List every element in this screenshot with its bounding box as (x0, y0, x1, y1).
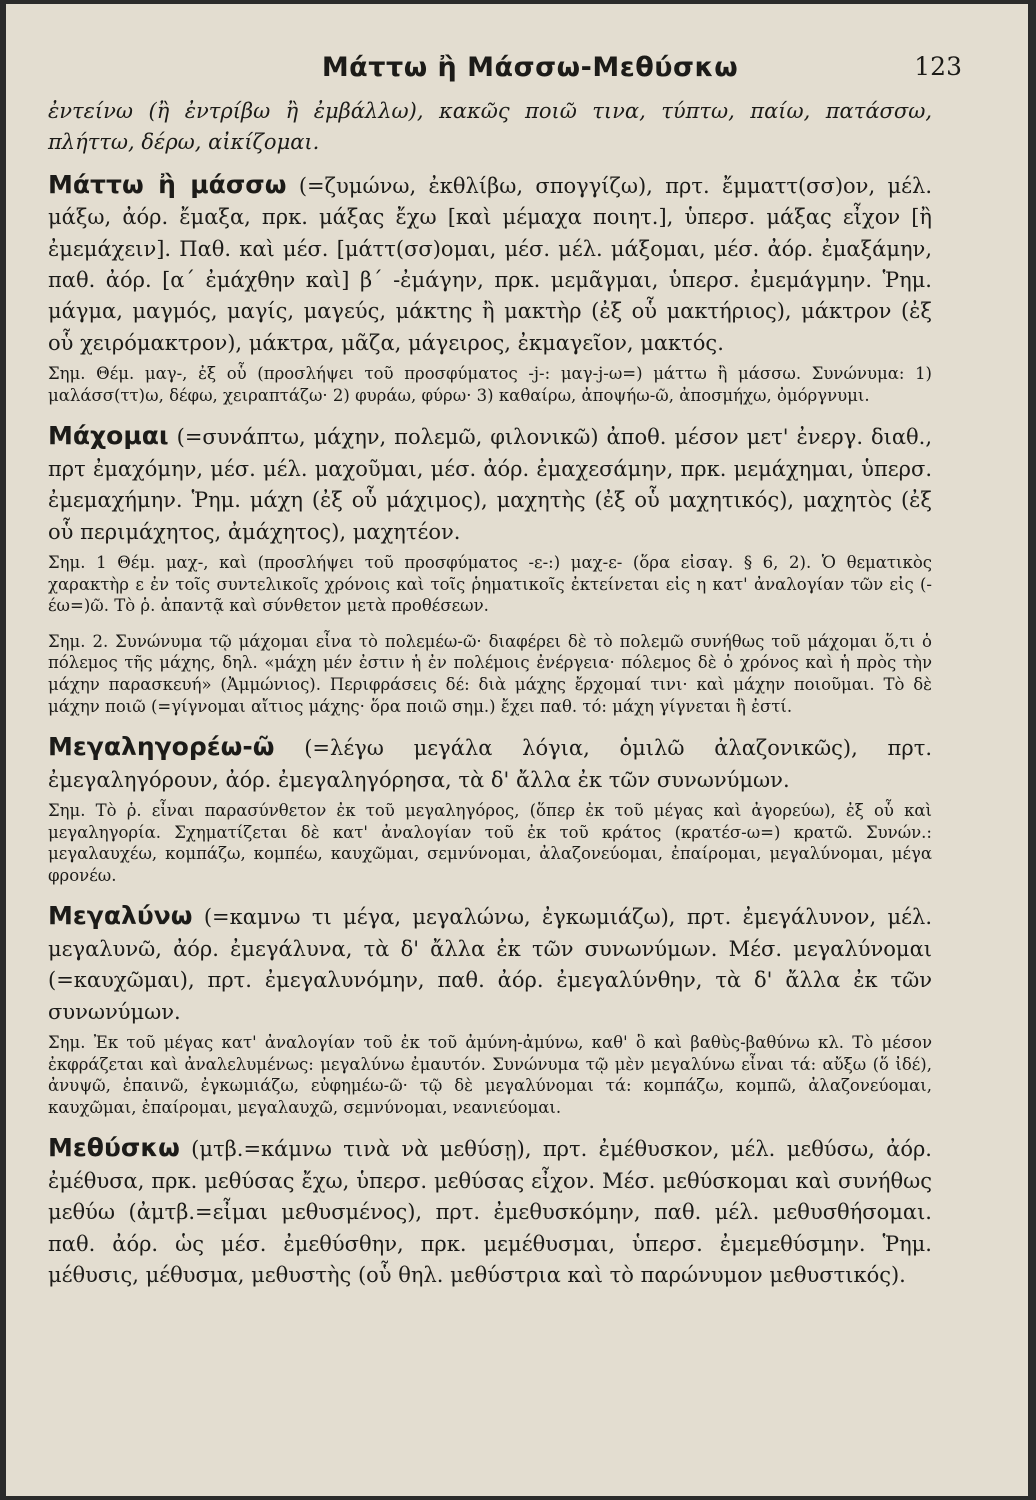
entry-body (48, 1132, 932, 1291)
entry-note: Σημ. Τὸ ῥ. εἶναι παρασύνθετον ἐκ τοῦ μεγαληγόρος, (ὅπερ ἐκ τοῦ μέγας καὶ ἀγορεύω), ἐξ οὗ καὶ μεγαληγορία. Σχηματίζεται δὲ κατ' ἀναλογίαν τοῦ ἐκ τοῦ κράτος (κρατέσ-ω=) κρατῶ. Συνών.: μεγαλαυχέω, κομπάζω, κομπέω, καυχῶμαι, σεμνύνομαι, ἀλαζονεύομαι, ἐπαίρομαι, μεγαλύνομαι, μέγα φρονέω. (48, 801, 932, 885)
entry-headword: Μάττω ἢ μάσσω (48, 169, 287, 199)
entry-methysko (48, 1132, 932, 1291)
entry-headword: Μεθύσκω (48, 1133, 180, 1163)
entry-definition: (=λέγω μεγάλα λόγια, ὁμιλῶ ἀλαζονικῶς), πρτ. ἐμεγαληγόρουν, ἀόρ. ἐμεγαληγόρησα, τὰ δ' ἄλλα ἐκ τῶν συνωνύμων. (48, 736, 932, 792)
entry-note: Σημ. 1 Θέμ. μαχ-, καὶ (προσλήψει τοῦ προσφύματος -ε-:) μαχ-ε- (ὅρα εἰσαγ. § 6, 2). Ὁ θεματικὸς χαρακτὴρ ε ἐν τοῖς συντελικοῖς χρόνοις καὶ τοῖς ῥηματικοῖς ἐκτείνεται εἰς η κατ' ἀναλογίαν τῶν εἰς (-έω=)ῶ. Τὸ ῥ. ἀπαντᾷ καὶ σύνθετον μετὰ προθέσεων. (48, 553, 932, 616)
entry-definition: (=καμνω τι μέγα, μεγαλώνω, ἐγκωμιάζω), πρτ. ἐμεγάλυνον, μέλ. μεγαλυνῶ, ἀόρ. ἐμεγάλυνα, τὰ δ' ἄλλα ἐκ τῶν συνωνύμων. Μέσ. μεγαλύνομαι (=καυχῶμαι), πρτ. ἐμεγαλυνόμην, παθ. ἀόρ. ἐμεγαλύνθην, τὰ δ' ἄλλα ἐκ τῶν συνωνύμων. (48, 905, 932, 1024)
entry-body (48, 900, 932, 1028)
entry-megalegoreo (48, 731, 932, 886)
page-number: 123 (914, 52, 962, 81)
entry-definition: (=ζυμώνω, ἐκθλίβω, σπογγίζω), πρτ. ἔμματτ(σσ)ον, μέλ. μάξω, ἀόρ. ἔμαξα, πρκ. μάξας ἔχω [καὶ μέμαχα ποιητ.], ὑπερσ. μάξας εἶχον [ἢ ἐμεμάχειν]. Παθ. καὶ μέσ. [μάττ(σσ)ομαι, μέσ. μέλ. μάξομαι, μέσ. ἀόρ. ἐμαξάμην, παθ. ἀόρ. [α΄ ἐμάχθην καὶ] β΄ -ἐμάγην, πρκ. μεμᾶγμαι, ὑπερσ. ἐμεμάγμην. Ῥημ. μάγμα, μαγμός, μαγίς, μαγεύς, μάκτης ἢ μακτὴρ (ἐξ οὗ μακτήριος), μάκτρον (ἐξ οὗ χειρόμακτρον), μάκτρα, μᾶζα, μάγειρος, ἐκμαγεῖον, μακτός. (48, 173, 932, 355)
entry-definition: (=συνάπτω, μάχην, πολεμῶ, φιλονικῶ) ἀποθ. μέσον μετ' ἐνεργ. διαθ., πρτ ἐμαχόμην, μέσ. μέλ. μαχοῦμαι, μέσ. ἀόρ. ἐμαχεσάμην, πρκ. μεμάχημαι, ὑπερσ. ἐμεμαχήμην. Ῥημ. μάχη (ἐξ οὗ μάχιμος), μαχητὴς (ἐξ οὗ μαχητικός), μαχητὸς (ἐξ οὗ περιμάχητος, ἀμάχητος), μαχητέον. (48, 425, 932, 544)
entry-note: Σημ. Ἐκ τοῦ μέγας κατ' ἀναλογίαν τοῦ ἐκ τοῦ ἀμύνη-ἀμύνω, καθ' ὃ καὶ βαθὺς-βαθύνω κλ. Τὸ μέσον ἐκφράζεται καὶ ἀναλελυμένως: μεγαλύνω ἐμαυτόν. Συνώνυμα τῷ μὲν μεγαλύνω εἶναι τά: αὔξω (ὅ ἰδέ), ἀνυψῶ, ἐπαινῶ, ἐγκωμιάζω, εὐφημέω-ῶ· τῷ δὲ μεγαλύνομαι τά: κομπάζω, κομπῶ, ἀλαζονεύομαι, καυχῶμαι, ἐπαίρομαι, μεγαλαυχῶ, σεμνύνομαι, νεανιεύομαι. (48, 1033, 932, 1117)
entry-note-2: Σημ. 2. Συνώνυμα τῷ μάχομαι εἶνα τὸ πολεμέω-ῶ· διαφέρει δὲ τὸ πολεμῶ συνήθως τοῦ μάχομαι ὅ,τι ὁ πόλεμος τῆς μάχης, δηλ. «μάχη μέν ἐστιν ἡ ἐν πολέμοις ἐνέργεια· πόλεμος δὲ ὁ χρόνος καὶ ἡ πρὸς τὴν μάχην παρασκευή» (Ἀμμώνιος). Περιφράσεις δέ: διὰ μάχης ἔρχομαί τινι· καὶ μάχην ποιοῦμαι. Τὸ δὲ μάχην ποιῶ (=γίγνομαι αἴτιος μάχης· ὅρα ποιῶ σημ.) ἔχει παθ. τό: μάχη γίγνεται ἢ ἐστί. (48, 631, 932, 716)
entry-matto (48, 169, 932, 407)
entry-machomai (48, 420, 932, 717)
entry-body (48, 731, 932, 796)
entry-note: Σημ. Θέμ. μαγ-, ἐξ οὗ (προσλήψει τοῦ προσφύματος -j-: μαγ-j-ω=) μάττω ἢ μάσσω. Συνώνυμα: 1) μαλάσσ(ττ)ω, δέφω, χειραπτάζω· 2) φυράω, φύρω· 3) καθαίρω, ἀποψήω-ῶ, ἀποσμήχω, ὀμόργνυμι. (48, 364, 932, 405)
entry-body (48, 420, 932, 548)
entry-body (48, 169, 932, 359)
page-header (128, 52, 962, 96)
running-head: Μάττω ἢ Μάσσω-Μεθύσκω (321, 52, 739, 83)
entry-definition: (μτβ.=κάμνω τινὰ νὰ μεθύσῃ), πρτ. ἐμέθυσκον, μέλ. μεθύσω, ἀόρ. ἐμέθυσα, πρκ. μεθύσας ἔχω, ὑπερσ. μεθύσας εἶχον. Μέσ. μεθύσκομαι καὶ συνήθως μεθύω (ἀμτβ.=εἶμαι μεθυσμένος), πρτ. ἐμεθυσκόμην, παθ. μέλ. μεθυσθήσομαι. παθ. ἀόρ. ὡς μέσ. ἐμεθύσθην, πρκ. μεμέθυσμαι, ὑπερσ. ἐμεμεθύσμην. Ῥημ. μέθυσις, μέθυσμα, μεθυστὴς (οὗ θηλ. μεθύστρια καὶ τὸ παρώνυμον μεθυστικός). (48, 1137, 932, 1288)
entry-headword: Μάχομαι (48, 421, 169, 451)
entry-headword: Μεγαλύνω (48, 901, 193, 931)
dictionary-page (6, 4, 1028, 1496)
entry-megalyno (48, 900, 932, 1118)
continued-entry-text: ἐντείνω (ἢ ἐντρίβω ἢ ἐμβάλλω), κακῶς ποιῶ τινα, τύπτω, παίω, πατάσσω, πλήττω, δέρω, αἰκίζομαι. (48, 99, 932, 155)
entry-headword: Μεγαληγορέω-ῶ (48, 732, 275, 762)
